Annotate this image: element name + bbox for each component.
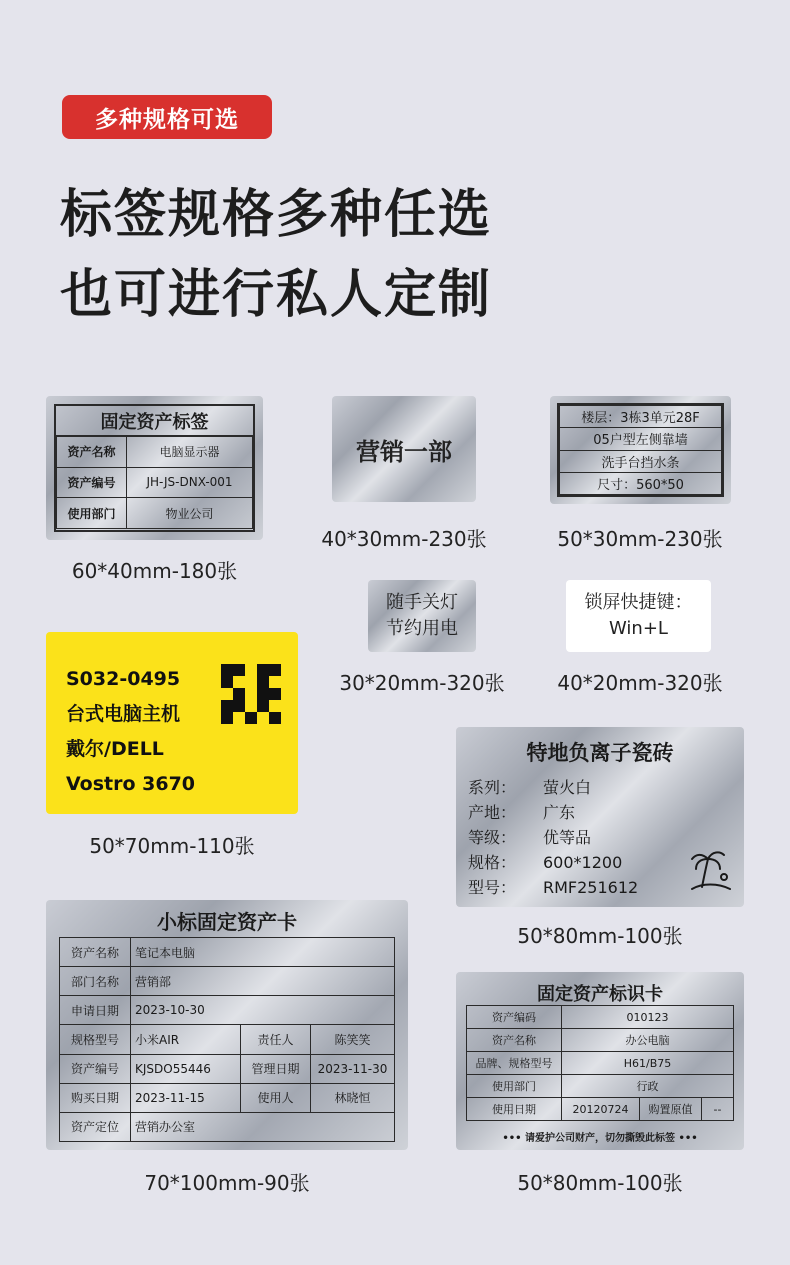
small-card-key: 申请日期: [60, 996, 131, 1025]
tile-key: 系列：: [468, 778, 517, 797]
yellow-line: 戴尔/DELL: [66, 738, 164, 760]
small-card-value: 2023-11-15: [131, 1083, 241, 1112]
id-card-value: 办公电脑: [562, 1029, 734, 1052]
yellow-line: Vostro 3670: [66, 773, 196, 795]
small-card-key: 部门名称: [60, 967, 131, 996]
asset-tag-value: 电脑显示器: [127, 437, 253, 468]
marketing-spec: 40*30mm-230张: [321, 527, 487, 551]
tile-value: 600*1200: [543, 853, 623, 872]
id-card-value: --: [702, 1098, 734, 1121]
asset-tag-key: 资产编号: [57, 467, 127, 498]
floor-row: 尺寸：560*50: [560, 472, 722, 494]
asset-tag-value: 物业公司: [127, 498, 253, 529]
small-card-value: 林晓恒: [311, 1083, 395, 1112]
small-card-key: 责任人: [241, 1025, 311, 1054]
headline-line-1: 标签规格多种任选: [60, 185, 493, 245]
id-card-key: 使用部门: [467, 1075, 562, 1098]
tile-title: 特地负离子瓷砖: [526, 741, 674, 765]
floor-label: [550, 396, 731, 504]
shortcut-spec: 40*20mm-320张: [557, 671, 723, 695]
small-card-key: 资产名称: [60, 938, 131, 967]
shortcut-label: [566, 580, 711, 652]
small-card-key: 购买日期: [60, 1083, 131, 1112]
id-card-value: 行政: [562, 1075, 734, 1098]
floor-row: 05户型左侧靠墙: [560, 428, 722, 450]
small-card-value: 陈笑笑: [311, 1025, 395, 1054]
tile-label: [456, 727, 744, 907]
yellow-line: S032-0495: [66, 668, 181, 690]
tile-value: 优等品: [543, 828, 592, 847]
floor-row: 洗手台挡水条: [560, 450, 722, 472]
small-card-key: 管理日期: [241, 1054, 311, 1083]
tile-key: 规格：: [468, 853, 517, 872]
small-card-key: 资产定位: [60, 1112, 131, 1141]
asset-tag-key: 资产名称: [57, 437, 127, 468]
id-card-footer: ••• 请爱护公司财产，切勿撕毁此标签 •••: [502, 1133, 698, 1144]
small-card-value: 营销办公室: [131, 1112, 395, 1141]
id-card-key: 购置原值: [640, 1098, 702, 1121]
id-card-key: 资产编码: [467, 1006, 562, 1029]
asset-tag-key: 使用部门: [57, 498, 127, 529]
yellow-label: [46, 632, 298, 814]
yellow-spec: 50*70mm-110张: [89, 834, 255, 858]
id-card-spec: 50*80mm-100张: [517, 1171, 683, 1195]
tile-spec: 50*80mm-100张: [517, 924, 683, 948]
small-card-value: 2023-10-30: [131, 996, 395, 1025]
palm-tree-icon: [688, 847, 734, 893]
id-card-key: 资产名称: [467, 1029, 562, 1052]
id-card-key: 使用日期: [467, 1098, 562, 1121]
marketing-label: 营销一部: [332, 396, 476, 502]
small-card-key: 规格型号: [60, 1025, 131, 1054]
lights-label: [368, 580, 476, 652]
lights-line-1: 随手关灯: [386, 592, 458, 613]
category-badge: 多种规格可选: [62, 95, 272, 139]
asset-id-card: [456, 972, 744, 1150]
id-card-key: 品牌、规格型号: [467, 1052, 562, 1075]
tile-key: 型号：: [468, 878, 517, 897]
asset-tag-label: [46, 396, 263, 540]
small-card-title: 小标固定资产卡: [157, 910, 297, 934]
small-card-value: 2023-11-30: [311, 1054, 395, 1083]
small-card-value: 小米AIR: [131, 1025, 241, 1054]
tile-key: 等级：: [468, 828, 517, 847]
shortcut-line-1: 锁屏快捷键：: [584, 592, 693, 613]
tile-value: 广东: [543, 803, 576, 822]
qr-code-icon: [221, 664, 281, 724]
id-card-value: 20120724: [562, 1098, 640, 1121]
floor-spec: 50*30mm-230张: [557, 527, 723, 551]
lights-spec: 30*20mm-320张: [339, 671, 505, 695]
small-card-value: KJSDO55446: [131, 1054, 241, 1083]
id-card-value: 010123: [562, 1006, 734, 1029]
headline-line-2: 也可进行私人定制: [60, 265, 493, 325]
asset-tag-value: JH-JS-DNX-001: [127, 467, 253, 498]
asset-tag-spec: 60*40mm-180张: [71, 559, 238, 583]
small-card-value: 营销部: [131, 967, 395, 996]
lights-line-2: 节约用电: [386, 618, 458, 639]
tile-key: 产地：: [468, 803, 517, 822]
small-card-value: 笔记本电脑: [131, 938, 395, 967]
floor-row: 楼层：3栋3单元28F: [560, 406, 722, 428]
small-card-key: 资产编号: [60, 1054, 131, 1083]
tile-value: RMF251612: [543, 878, 639, 897]
small-card-key: 使用人: [241, 1083, 311, 1112]
small-asset-card: [46, 900, 408, 1150]
shortcut-line-2: Win+L: [609, 618, 668, 639]
id-card-value: H61/B75: [562, 1052, 734, 1075]
tile-value: 萤火白: [543, 778, 592, 797]
yellow-line: 台式电脑主机: [66, 703, 181, 725]
asset-tag-title: 固定资产标签: [56, 406, 253, 436]
small-card-spec: 70*100mm-90张: [144, 1171, 310, 1195]
id-card-title: 固定资产标识卡: [537, 984, 663, 1005]
